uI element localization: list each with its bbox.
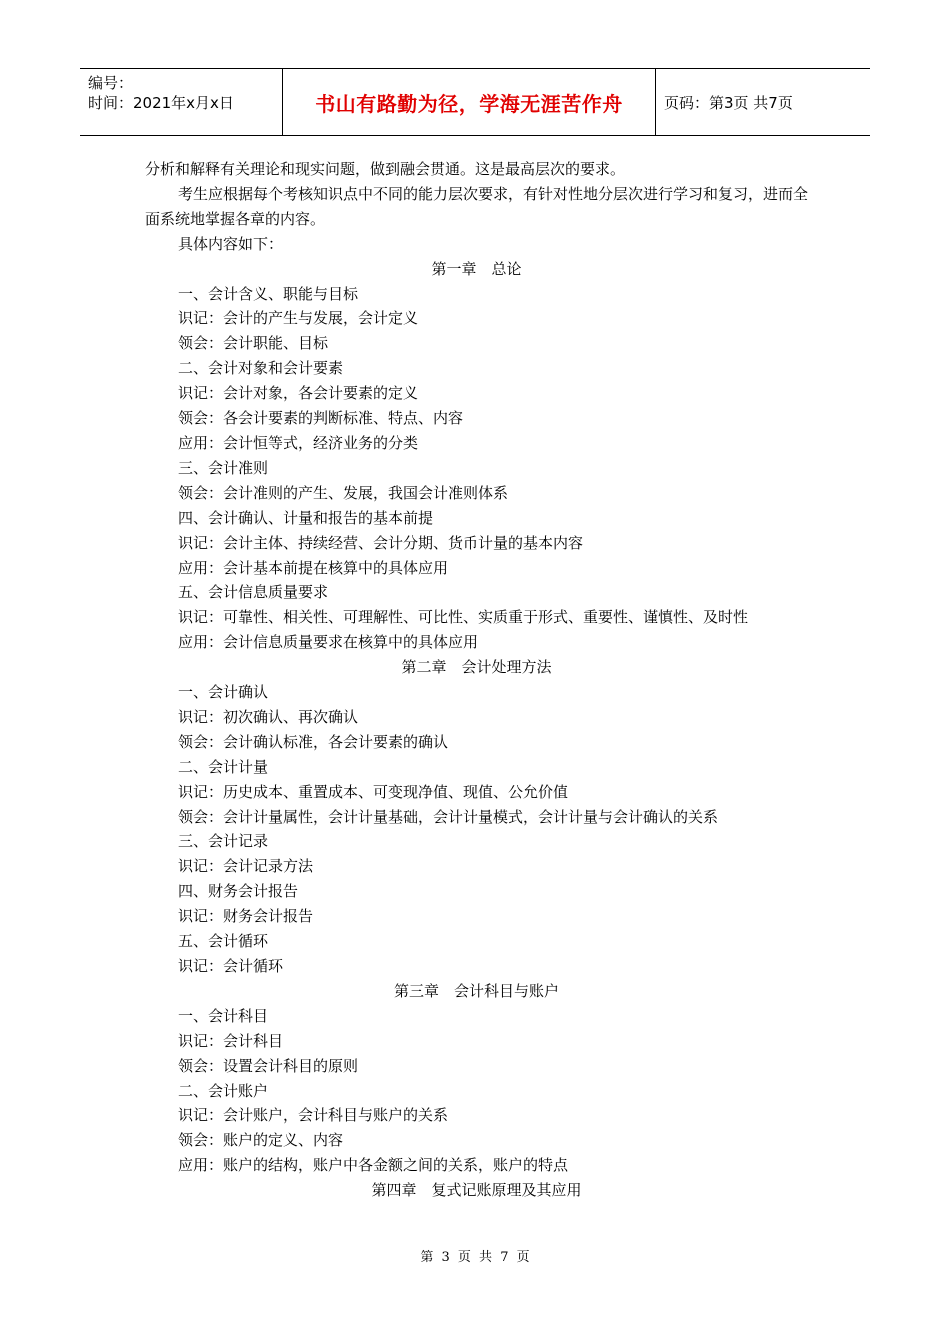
page-footer: 第 3 页 共 7 页 [420,1250,530,1265]
ch2-line: 领会：会计确认标准，各会计要素的确认 [178,732,449,751]
ch1-line: 二、会计对象和会计要素 [178,359,344,378]
serial-label: 编号： [88,74,134,92]
ch2-line: 识记：历史成本、重置成本、可变现净值、现值、公允价值 [178,782,569,801]
ch1-line: 应用：会计基本前提在核算中的具体应用 [178,558,449,577]
chapter-2-title: 第二章 会计处理方法 [401,658,552,677]
ch2-line: 识记：财务会计报告 [178,907,314,926]
ch1-line: 一、会计含义、职能与目标 [178,284,359,303]
header-left-cell [80,69,283,135]
intro-paragraph-1: 分析和解释有关理论和现实问题，做到融会贯通。这是最高层次的要求。 [145,160,626,178]
ch2-line: 五、会计循环 [178,932,269,951]
page-header [80,68,870,136]
ch2-line: 领会：会计计量属性，会计计量基础，会计计量模式，会计计量与会计确认的关系 [178,807,719,826]
date-line: 时间：2021年x月x日 [88,94,234,112]
ch1-line: 领会：会计准则的产生、发展，我国会计准则体系 [178,483,509,502]
chapter-4-title: 第四章 复式记账原理及其应用 [371,1181,582,1200]
ch1-line: 领会：会计职能、目标 [178,334,329,353]
ch3-line: 识记：会计账户，会计科目与账户的关系 [178,1106,449,1125]
ch3-line: 识记：会计科目 [178,1031,284,1050]
ch2-line: 一、会计确认 [178,683,269,702]
ch3-line: 一、会计科目 [178,1006,269,1025]
chapter-1-title: 第一章 总论 [431,259,522,278]
ch1-line: 四、会计确认、计量和报告的基本前提 [178,508,434,527]
document-body [145,157,808,1203]
ch3-line: 领会：账户的定义、内容 [178,1131,344,1150]
ch3-line: 领会：设置会计科目的原则 [178,1056,359,1075]
ch3-line: 二、会计账户 [178,1081,269,1100]
ch1-line: 三、会计准则 [178,458,269,477]
ch2-line: 四、财务会计报告 [178,882,299,901]
ch3-line: 应用：账户的结构，账户中各金额之间的关系，账户的特点 [178,1156,569,1175]
ch1-line: 应用：会计信息质量要求在核算中的具体应用 [178,633,479,652]
ch1-line: 应用：会计恒等式，经济业务的分类 [178,433,419,452]
ch2-line: 识记：初次确认、再次确认 [178,707,359,726]
intro-paragraph-2: 考生应根据每个考核知识点中不同的能力层次要求，有针对性地分层次进行学习和复习，进而全面系统地掌握各章的内容。 [145,184,809,228]
header-motto: 书山有路勤为径，学海无涯苦作舟 [283,69,656,135]
ch2-line: 二、会计计量 [178,757,269,776]
ch1-line: 五、会计信息质量要求 [178,583,329,602]
intro-paragraph-3: 具体内容如下： [178,234,284,253]
ch1-line: 识记：会计的产生与发展，会计定义 [178,309,419,328]
header-page-label: 页码：第3页 共7页 [664,93,793,112]
ch1-line: 领会：各会计要素的判断标准、特点、内容 [178,409,464,428]
ch1-line: 识记：可靠性、相关性、可理解性、可比性、实质重于形式、重要性、谨慎性、及时性 [178,608,749,627]
chapter-3-title: 第三章 会计科目与账户 [393,981,559,1000]
ch2-line: 识记：会计记录方法 [178,857,314,876]
ch2-line: 三、会计记录 [178,832,269,851]
ch1-line: 识记：会计对象，各会计要素的定义 [178,384,419,403]
ch2-line: 识记：会计循环 [178,957,284,975]
ch1-line: 识记：会计主体、持续经营、会计分期、货币计量的基本内容 [178,533,584,552]
